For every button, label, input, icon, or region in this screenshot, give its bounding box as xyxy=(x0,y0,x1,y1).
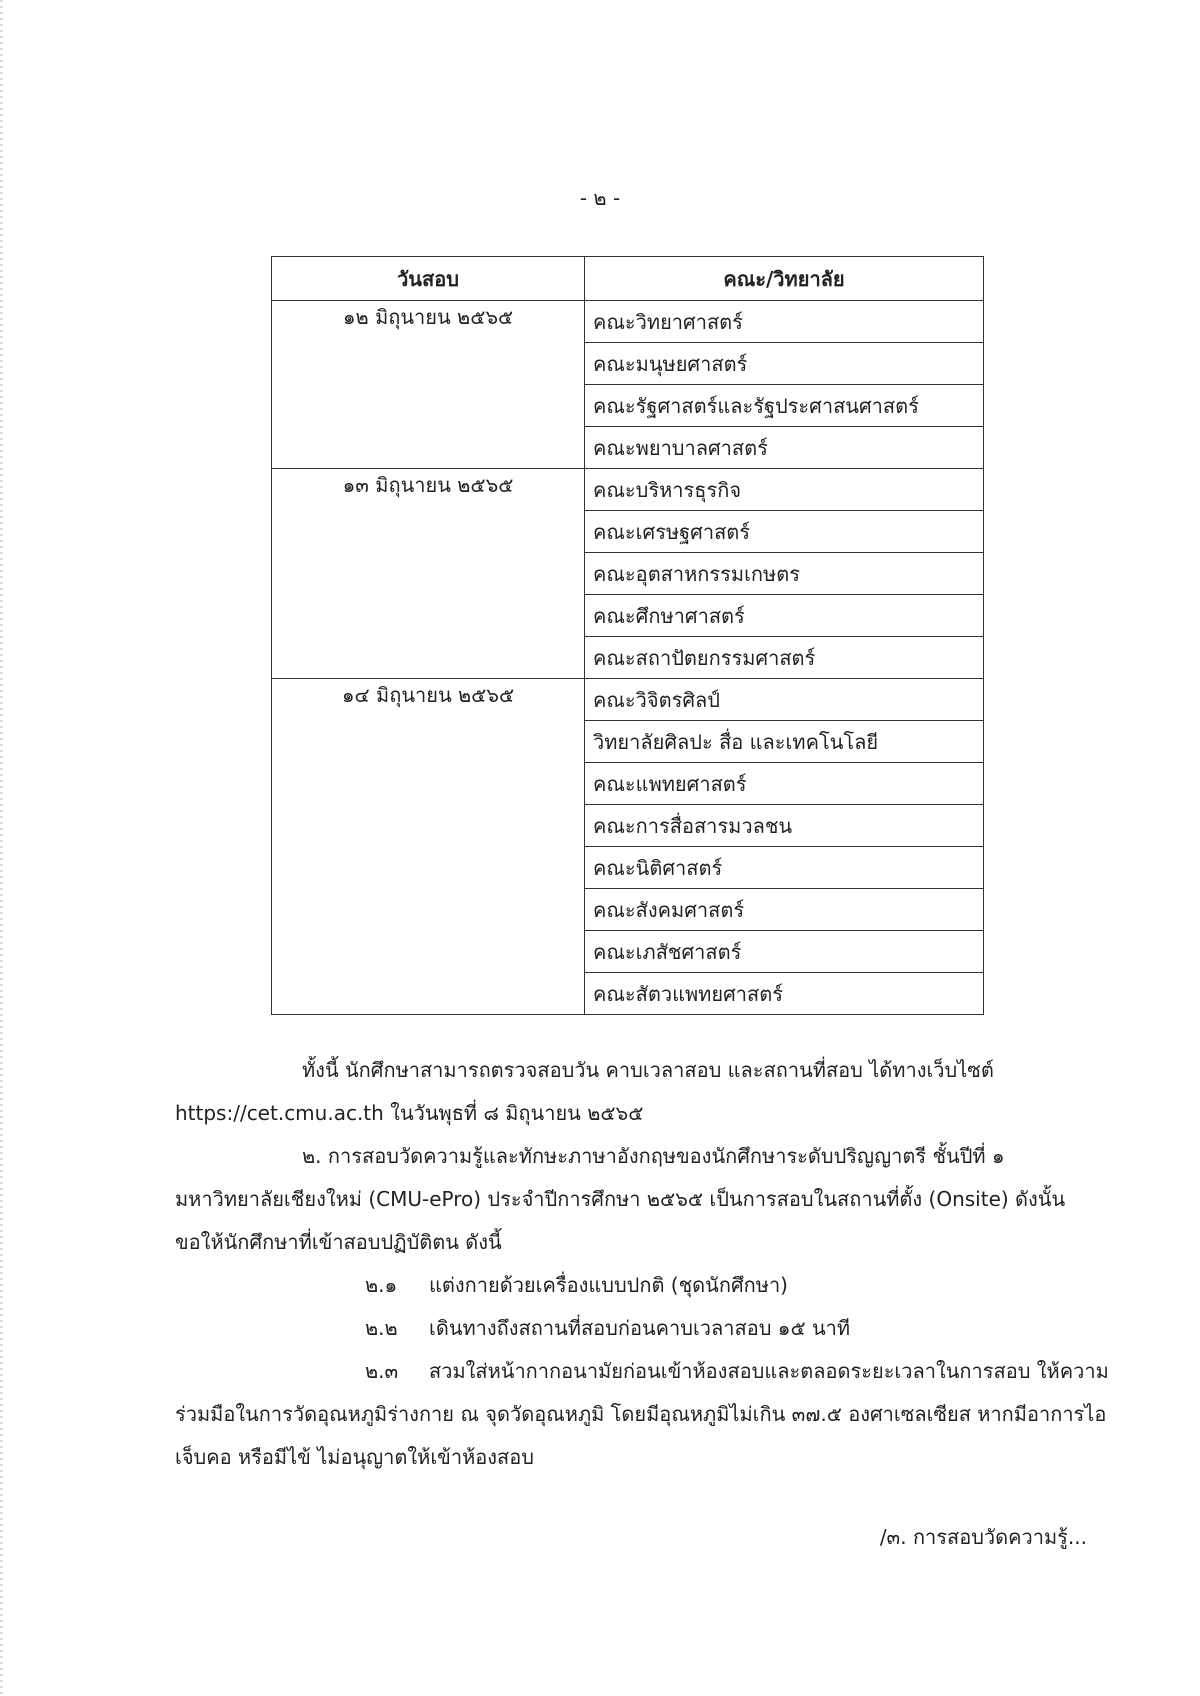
list-item xyxy=(175,1264,1087,1307)
paragraph-line: ร่วมมือในการวัดอุณหภูมิร่างกาย ณ จุดวัดอุณหภูมิ โดยมีอุณหภูมิไม่เกิน ๓๗.๕ องศาเซลเซียส หากมีอาการไอ xyxy=(175,1402,1107,1426)
faculty-cell: คณะการสื่อสารมวลชน xyxy=(585,805,984,847)
table-row xyxy=(272,679,984,721)
paragraph-exam-rules xyxy=(175,1135,1109,1479)
header-faculty: คณะ/วิทยาลัย xyxy=(585,257,984,301)
exam-schedule-table xyxy=(271,256,984,1015)
paragraph-line: ทั้งนี้ นักศึกษาสามารถตรวจสอบวัน คาบเวลาสอบ และสถานที่สอบ ได้ทางเว็บไซต์ xyxy=(302,1058,994,1082)
exam-date-cell: ๑๔ มิถุนายน ๒๕๖๕ xyxy=(272,679,585,1015)
faculty-cell: คณะเศรษฐศาสตร์ xyxy=(585,511,984,553)
exam-date-cell: ๑๒ มิถุนายน ๒๕๖๕ xyxy=(272,301,585,469)
item-text: แต่งกายด้วยเครื่องแบบปกติ (ชุดนักศึกษา) xyxy=(429,1273,788,1297)
paragraph-line: มหาวิทยาลัยเชียงใหม่ (CMU-ePro) ประจำปีการศึกษา ๒๕๖๕ เป็นการสอบในสถานที่ตั้ง (Onsite) ดังนั้น xyxy=(175,1187,1066,1211)
item-number: ๒.๓ xyxy=(365,1359,399,1383)
paragraph-line: เจ็บคอ หรือมีไข้ ไม่อนุญาตให้เข้าห้องสอบ xyxy=(175,1445,534,1469)
paragraph-website-info xyxy=(175,1049,1087,1135)
scan-margin-dots xyxy=(0,0,3,1696)
faculty-cell: วิทยาลัยศิลปะ สื่อ และเทคโนโลยี xyxy=(585,721,984,763)
website-link-line: https://cet.cmu.ac.th ในวันพุธที่ ๘ มิถุนายน ๒๕๖๕ xyxy=(175,1101,644,1125)
faculty-cell: คณะมนุษยศาสตร์ xyxy=(585,343,984,385)
item-number: ๒.๑ xyxy=(365,1273,398,1297)
faculty-cell: คณะรัฐศาสตร์และรัฐประศาสนศาสตร์ xyxy=(585,385,984,427)
faculty-cell: คณะพยาบาลศาสตร์ xyxy=(585,427,984,469)
faculty-cell: คณะแพทยศาสตร์ xyxy=(585,763,984,805)
faculty-cell: คณะสถาปัตยกรรมศาสตร์ xyxy=(585,637,984,679)
page-number: - ๒ - xyxy=(579,186,621,210)
faculty-cell: คณะบริหารธุรกิจ xyxy=(585,469,984,511)
faculty-cell: คณะนิติศาสตร์ xyxy=(585,847,984,889)
faculty-cell: คณะสัตวแพทยศาสตร์ xyxy=(585,973,984,1015)
item-text: สวมใส่หน้ากากอนามัยก่อนเข้าห้องสอบและตลอดระยะเวลาในการสอบ ให้ความ xyxy=(429,1359,1109,1383)
list-item xyxy=(175,1307,1087,1350)
continuation-note: /๓. การสอบวัดความรู้... xyxy=(879,1525,1087,1549)
item-number: ๒.๒ xyxy=(365,1316,398,1340)
faculty-cell: คณะเภสัชศาสตร์ xyxy=(585,931,984,973)
paragraph-line: ๒. การสอบวัดความรู้และทักษะภาษาอังกฤษของนักศึกษาระดับปริญญาตรี ชั้นปีที่ ๑ xyxy=(302,1144,1005,1168)
paragraph-line: ขอให้นักศึกษาที่เข้าสอบปฏิบัติตน ดังนี้ xyxy=(175,1230,502,1254)
faculty-cell: คณะศึกษาศาสตร์ xyxy=(585,595,984,637)
faculty-cell: คณะอุตสาหกรรมเกษตร xyxy=(585,553,984,595)
exam-date-cell: ๑๓ มิถุนายน ๒๕๖๕ xyxy=(272,469,585,679)
list-item xyxy=(175,1350,1109,1393)
item-text: เดินทางถึงสถานที่สอบก่อนคาบเวลาสอบ ๑๕ นาที xyxy=(429,1316,851,1340)
table-row xyxy=(272,469,984,511)
faculty-cell: คณะสังคมศาสตร์ xyxy=(585,889,984,931)
faculty-cell: คณะวิจิตรศิลป์ xyxy=(585,679,984,721)
table-row xyxy=(272,301,984,343)
header-exam-date: วันสอบ xyxy=(272,257,585,301)
table-header-row xyxy=(272,257,984,301)
faculty-cell: คณะวิทยาศาสตร์ xyxy=(585,301,984,343)
